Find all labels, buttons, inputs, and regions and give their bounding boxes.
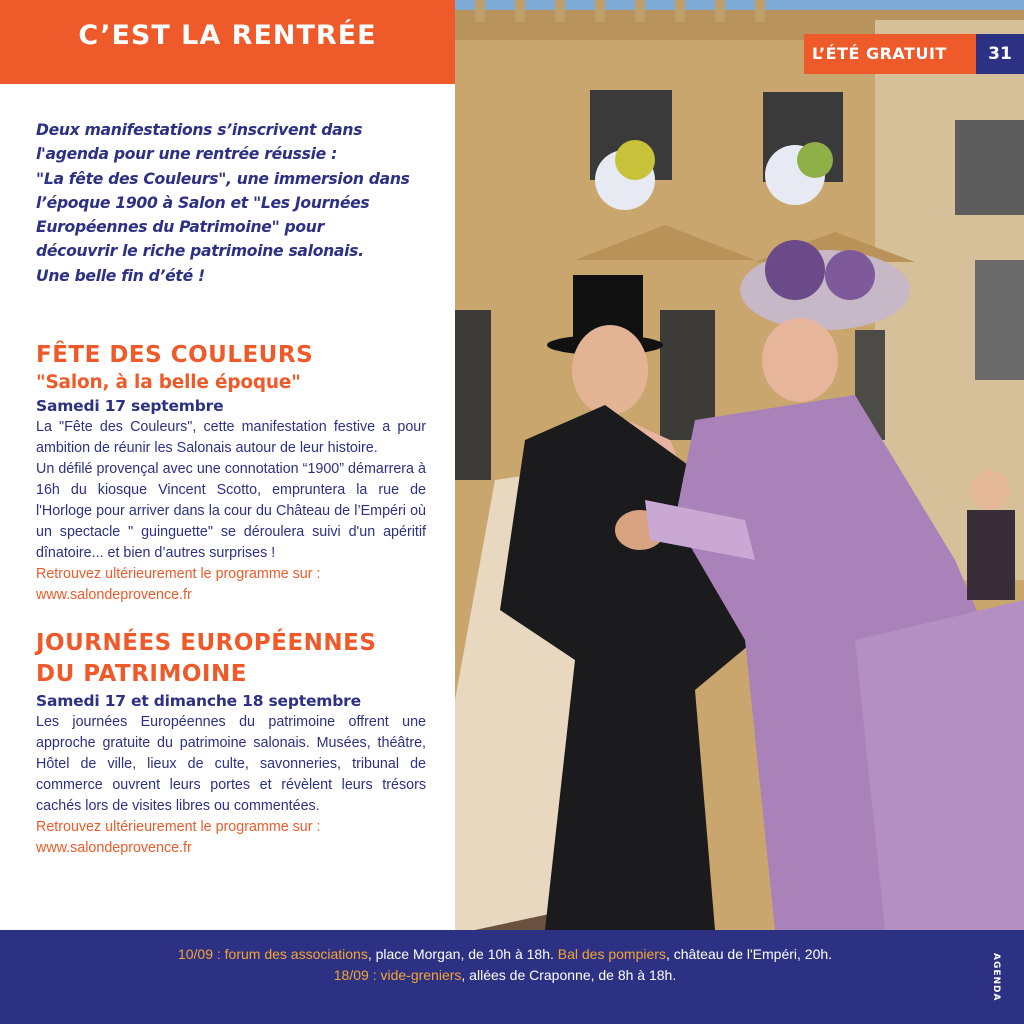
agenda-detail: , allées de Craponne, de 8h à 18h. — [461, 967, 677, 983]
section1-date: Samedi 17 septembre — [36, 397, 224, 416]
intro-line: Européennes du Patrimoine" pour — [36, 218, 325, 237]
section1-link-intro: Retrouvez ultérieurement le programme sur : — [36, 566, 321, 583]
agenda-detail: , château de l'Empéri, 20h. — [665, 946, 833, 962]
section1-paragraph2: Un défilé provençal avec une connotation “1900” démarrera à 16h du kiosque Vincent Scotto, empruntera la rue de l'Horloge pour arriver dans la cour du Château de l’Empéri où un spectacle " guinguette" se déroulera suivi d'un apéritif dînatoire... et bien d’autres surprises ! — [36, 461, 426, 562]
agenda-footer — [0, 930, 1024, 1024]
photo-dancing-couple — [455, 0, 1024, 930]
page-title: C’EST LA RENTRÉE — [78, 19, 377, 51]
badge-label: L’ÉTÉ GRATUIT — [804, 34, 976, 74]
section-badge — [804, 34, 1024, 74]
intro-line: découvrir le riche patrimoine salonais. — [36, 242, 364, 261]
photo-illustration — [455, 0, 1024, 930]
agenda-detail: , place Morgan, de 10h à 18h. — [367, 946, 558, 962]
agenda-date: 10/09 : — [177, 946, 225, 962]
agenda-side-label: AGENDA — [991, 952, 1001, 1002]
section2-paragraph: Les journées Européennes du patrimoine offrent une approche gratuite du patrimoine salonais. Musées, théâtre, Hôtel de ville, lieux de culte, savonneries, tribunal de commerce ouvrent leurs portes et révèlent leurs trésors cachés lors de visites libres ou commentées. — [36, 714, 426, 815]
intro-line: l’époque 1900 à Salon et "Les Journées — [36, 193, 370, 212]
section2-link-intro: Retrouvez ultérieurement le programme sur : — [36, 819, 321, 836]
section1-paragraph1: La "Fête des Couleurs", cette manifestation festive a pour ambition de réunir les Salonais autour de leur histoire. — [36, 419, 426, 457]
section2-link[interactable]: www.salondeprovence.fr — [36, 840, 192, 857]
section1-title: FÊTE DES COULEURS — [36, 342, 314, 369]
agenda-event: forum des associations — [224, 946, 368, 962]
section2-title-line1: JOURNÉES EUROPÉENNES — [36, 630, 377, 657]
left-column — [36, 118, 426, 859]
agenda-date: 18/09 : — [333, 967, 381, 983]
agenda-event: vide-greniers — [380, 967, 462, 983]
section2-title-line2: DU PATRIMOINE — [36, 661, 247, 688]
agenda-line-1 — [0, 944, 1010, 965]
header-band — [0, 0, 455, 84]
page-number: 31 — [976, 34, 1024, 74]
section1-subtitle: "Salon, à la belle époque" — [36, 372, 301, 394]
intro-line: Deux manifestations s’inscrivent dans — [36, 121, 363, 139]
agenda-line-2 — [0, 965, 1010, 986]
intro-line: l'agenda pour une rentrée réussie : — [36, 145, 338, 164]
intro-line: "La fête des Couleurs", une immersion dans — [36, 169, 410, 188]
intro-line: Une belle fin d’été ! — [36, 266, 205, 285]
agenda-lines — [0, 944, 1010, 986]
agenda-event: Bal des pompiers — [557, 946, 666, 962]
section1-link[interactable]: www.salondeprovence.fr — [36, 587, 192, 604]
section2-date: Samedi 17 et dimanche 18 septembre — [36, 692, 361, 711]
intro-paragraph — [36, 118, 426, 288]
